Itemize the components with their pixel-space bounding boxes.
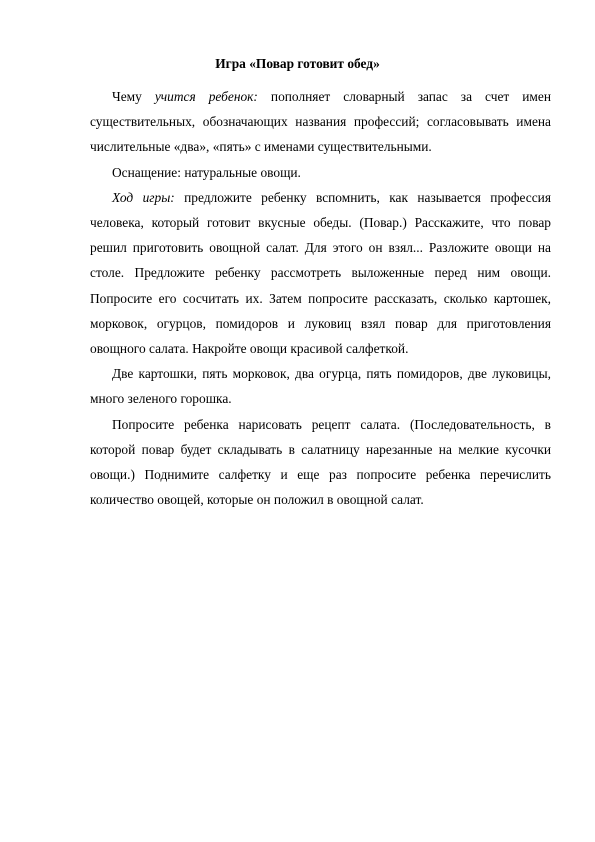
paragraph-goal bbox=[90, 84, 551, 160]
document-title: Игра «Повар готовит обед» bbox=[215, 56, 380, 71]
paragraph-lead-italic: учится ребенок: bbox=[154, 89, 258, 104]
paragraph-equipment bbox=[90, 160, 551, 185]
paragraph-text: Попросите ребенка нарисовать рецепт салата. (Последовательность, в которой повар будет складывать в салатницу нарезанные на мелкие кусочки овощи.) Поднимите салфетку и еще раз попросите ребенка перечислить количество овощей, которые он положил в овощной салат. bbox=[90, 416, 551, 508]
paragraph-text: Оснащение: натуральные овощи. bbox=[112, 164, 301, 180]
paragraph-answer bbox=[90, 361, 551, 411]
paragraph-drawing-task bbox=[90, 412, 551, 513]
paragraph-text: пополняет словарный запас за счет имен существительных, обозначающих названия профессий; согласовывать имена числительные «два», «пять» с именами существительными. bbox=[90, 89, 551, 155]
paragraph-game-flow bbox=[90, 185, 551, 361]
paragraph-lead: Чему bbox=[112, 89, 142, 104]
document-body bbox=[90, 84, 551, 512]
paragraph-text: Две картошки, пять морковок, два огурца, пять помидоров, две луковицы, много зеленого горошка. bbox=[90, 366, 551, 407]
paragraph-text: предложите ребенку вспомнить, как называется профессия человека, который готовит вкусные обеды. (Повар.) Расскажите, что повар решил приготовить овощной салат. Для этого он взял... Разложите овощи на столе. Предложите ребенку рассмотреть выложенные перед ним овощи. Попросите его сосчитать их. Затем попросите рассказать, сколько картошек, морковок, огурцов, помидоров и луковиц взял повар для приготовления овощного салата. Накройте овощи красивой салфеткой. bbox=[90, 189, 552, 357]
paragraph-lead-italic: Ход игры: bbox=[112, 189, 175, 205]
